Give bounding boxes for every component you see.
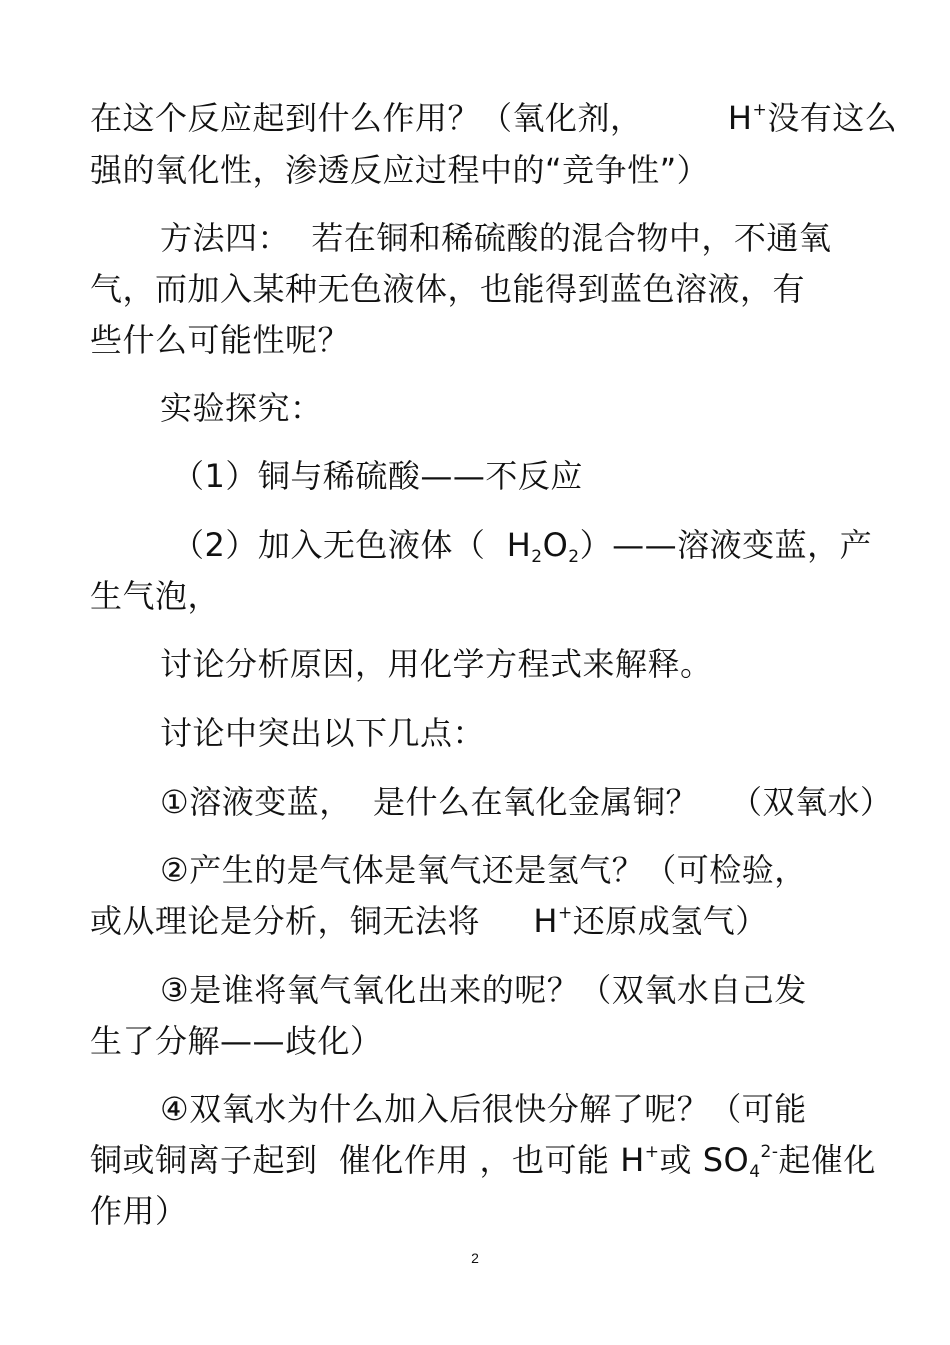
list-item: ②产生的是气体是氧气还是氢气？（可检验，: [160, 851, 807, 889]
superscript: +: [752, 100, 768, 120]
subscript: 2: [568, 547, 580, 567]
list-item: ③是谁将氧气氧化出来的呢？（双氧水自己发: [160, 971, 807, 1009]
text-segment: O: [542, 526, 569, 564]
list-item: （1）铜与稀硫酸——不反应: [172, 457, 583, 495]
list-item: ①溶液变蓝， 是什么在氧化金属铜？ （双氧水）: [160, 783, 893, 821]
text-segment: 还原成氢气）: [572, 902, 768, 940]
text-segment: 铜或铜离子起到 催化作用 ，也可能 H: [90, 1141, 645, 1179]
text-segment: （2）加入无色液体（ H: [172, 526, 532, 564]
text-line: [90, 1140, 876, 1180]
text-line: 生气泡，: [90, 577, 221, 615]
text-segment: 起催化: [778, 1141, 876, 1179]
section-heading: 实验探究：: [160, 389, 323, 427]
text-line: 讨论分析原因，用化学方程式来解释。: [160, 645, 713, 683]
subscript: 2: [531, 547, 543, 567]
paragraph-method-four: 方法四： 若在铜和稀硫酸的混合物中，不通氧: [160, 219, 832, 257]
subscript: 4: [749, 1162, 761, 1182]
page-number: 2: [471, 1250, 479, 1266]
text-segment: 在这个反应起到什么作用？（氧化剂， H: [90, 99, 753, 137]
list-item: ④双氧水为什么加入后很快分解了呢？（可能: [160, 1090, 807, 1128]
text-segment: 或从理论是分析，铜无法将 H: [90, 902, 558, 940]
text-line: 作用）: [90, 1192, 188, 1230]
text-line: 些什么可能性呢？: [90, 321, 351, 359]
text-line: 生了分解——歧化）: [90, 1022, 383, 1060]
text-line: 讨论中突出以下几点：: [160, 714, 486, 752]
text-line: 气，而加入某种无色液体，也能得到蓝色溶液，有: [90, 270, 806, 308]
superscript: 2-: [760, 1142, 779, 1162]
list-item: [172, 525, 872, 565]
text-line: [90, 98, 897, 138]
text-segment: 或 SO: [659, 1141, 750, 1179]
text-segment: ）——溶液变蓝，产: [579, 526, 873, 564]
text-line: [90, 901, 768, 941]
superscript: +: [557, 903, 573, 923]
superscript: +: [644, 1142, 660, 1162]
text-segment: 没有这么: [767, 99, 898, 137]
text-line: 强的氧化性，渗透反应过程中的“竞争性”）: [90, 151, 710, 189]
